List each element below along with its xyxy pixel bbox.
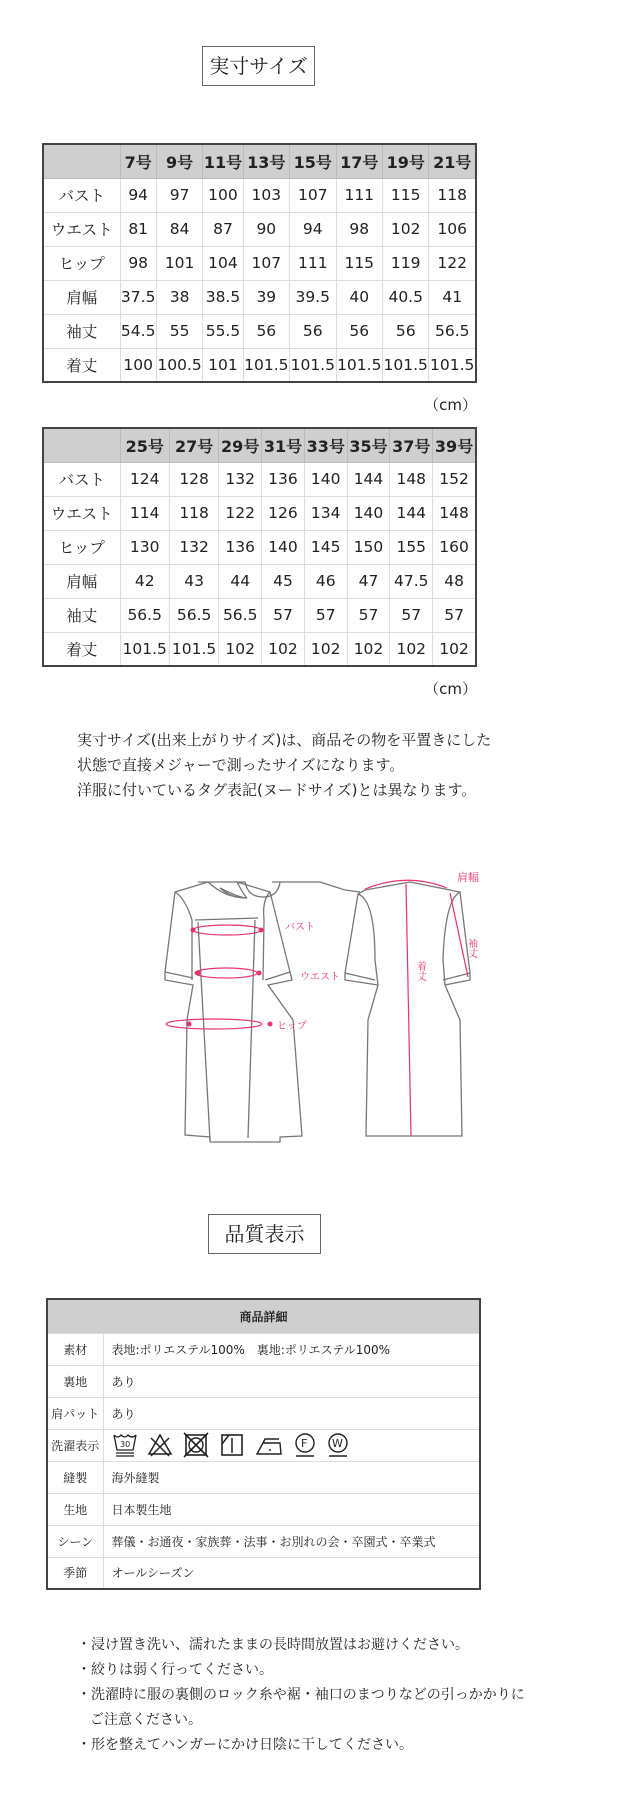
- row-label: 着丈: [43, 632, 120, 666]
- size-value: 56: [336, 314, 382, 348]
- size-value: 40.5: [382, 280, 428, 314]
- size-value: 126: [262, 496, 305, 530]
- hip-label: ヒップ: [277, 1021, 307, 1032]
- size-value: 39: [243, 280, 289, 314]
- size-value: 107: [243, 246, 289, 280]
- size-value: 128: [169, 462, 218, 496]
- size-header: 29号: [219, 428, 262, 462]
- no-bleach-icon: [147, 1432, 173, 1458]
- table-row: [43, 598, 476, 632]
- size-value: 148: [433, 496, 476, 530]
- size-value: 140: [347, 496, 390, 530]
- row-label: ウエスト: [43, 496, 120, 530]
- row-label: 縫製: [47, 1461, 103, 1493]
- size-value: 46: [304, 564, 347, 598]
- row-value: 葬儀・お通夜・家族葬・法事・お別れの会・卒園式・卒業式: [103, 1525, 480, 1557]
- size-value: 45: [262, 564, 305, 598]
- size-value: 42: [120, 564, 169, 598]
- size-header: 13号: [243, 144, 289, 178]
- dress-back-illustration: [345, 882, 470, 1136]
- waist-label: ウエスト: [300, 972, 340, 983]
- size-value: 145: [304, 530, 347, 564]
- table-row: [43, 314, 476, 348]
- row-value: 表地:ポリエステル100% 裏地:ポリエステル100%: [103, 1333, 480, 1365]
- row-label: ウエスト: [43, 212, 120, 246]
- size-value: 100: [203, 178, 243, 212]
- size-value: 136: [262, 462, 305, 496]
- row-label: ヒップ: [43, 530, 120, 564]
- size-value: 43: [169, 564, 218, 598]
- size-header: 25号: [120, 428, 169, 462]
- size-header: 19号: [382, 144, 428, 178]
- size-value: 103: [243, 178, 289, 212]
- dry-clean-f-icon: [293, 1432, 317, 1458]
- size-value: 90: [243, 212, 289, 246]
- size-value: 111: [290, 246, 336, 280]
- table-row: [43, 280, 476, 314]
- size-value: 118: [169, 496, 218, 530]
- size-value: 57: [262, 598, 305, 632]
- size-value: 152: [433, 462, 476, 496]
- row-label: 生地: [47, 1493, 103, 1525]
- note-line: ・形を整えてハンガーにかけ日陰に干してください。: [77, 1737, 413, 1753]
- row-label: 着丈: [43, 348, 120, 382]
- row-label: 肩パット: [47, 1397, 103, 1429]
- table-row: [43, 530, 476, 564]
- size-value: 47.5: [390, 564, 433, 598]
- unit-label: （cm）: [424, 680, 477, 698]
- iron-low-icon: [255, 1432, 283, 1458]
- sleeve-label: 袖丈: [465, 938, 477, 958]
- size-value: 119: [382, 246, 428, 280]
- size-table-1: [42, 143, 477, 383]
- size-value: 87: [203, 212, 243, 246]
- row-label: 袖丈: [43, 598, 120, 632]
- size-value: 97: [156, 178, 202, 212]
- size-header: 15号: [290, 144, 336, 178]
- size-value: 102: [382, 212, 428, 246]
- size-value: 107: [290, 178, 336, 212]
- svg-text:W: W: [332, 1437, 344, 1450]
- size-value: 94: [120, 178, 156, 212]
- table-row: [43, 462, 476, 496]
- row-label: 裏地: [47, 1365, 103, 1397]
- svg-text:30: 30: [119, 1440, 130, 1449]
- size-value: 122: [429, 246, 476, 280]
- size-value: 115: [382, 178, 428, 212]
- size-value: 41: [429, 280, 476, 314]
- size-value: 134: [304, 496, 347, 530]
- size-explanation: [77, 728, 491, 803]
- svg-text:F: F: [300, 1437, 307, 1450]
- table-row: [43, 212, 476, 246]
- line-dry-shade-icon: [219, 1432, 245, 1458]
- row-value: オールシーズン: [103, 1557, 480, 1589]
- note-line: ご注意ください。: [90, 1712, 202, 1728]
- corner-cell: [43, 144, 120, 178]
- size-value: 94: [290, 212, 336, 246]
- size-header: 11号: [203, 144, 243, 178]
- size-value: 144: [390, 496, 433, 530]
- size-value: 115: [336, 246, 382, 280]
- row-label: バスト: [43, 178, 120, 212]
- table-row: [43, 178, 476, 212]
- size-value: 150: [347, 530, 390, 564]
- row-value: あり: [103, 1397, 480, 1429]
- size-value: 54.5: [120, 314, 156, 348]
- size-value: 40: [336, 280, 382, 314]
- note-line: ・洗濯時に服の裏側のロック糸や裾・袖口のまつりなどの引っかかりに: [77, 1687, 525, 1703]
- size-value: 101.5: [336, 348, 382, 382]
- row-label: 肩幅: [43, 280, 120, 314]
- wash-30-gentle-icon: [112, 1432, 138, 1458]
- size-header: 33号: [304, 428, 347, 462]
- size-value: 55.5: [203, 314, 243, 348]
- size-value: 57: [433, 598, 476, 632]
- size-value: 56.5: [169, 598, 218, 632]
- quality-table: [46, 1298, 481, 1590]
- row-label: バスト: [43, 462, 120, 496]
- size-value: 144: [347, 462, 390, 496]
- row-label: 洗濯表示: [47, 1429, 103, 1461]
- table-row: [43, 246, 476, 280]
- quality-table-header: 商品詳細: [47, 1299, 480, 1333]
- size-value: 101.5: [169, 632, 218, 666]
- row-label: 肩幅: [43, 564, 120, 598]
- size-value: 98: [336, 212, 382, 246]
- row-label: ヒップ: [43, 246, 120, 280]
- table-row: [43, 564, 476, 598]
- size-header: 31号: [262, 428, 305, 462]
- size-value: 140: [262, 530, 305, 564]
- table-row: [43, 632, 476, 666]
- row-label: 素材: [47, 1333, 103, 1365]
- size-value: 57: [347, 598, 390, 632]
- size-value: 148: [390, 462, 433, 496]
- size-value: 124: [120, 462, 169, 496]
- size-value: 155: [390, 530, 433, 564]
- size-value: 57: [304, 598, 347, 632]
- size-header: 17号: [336, 144, 382, 178]
- no-tumble-dry-icon: [183, 1432, 209, 1458]
- size-value: 84: [156, 212, 202, 246]
- size-section-title: 実寸サイズ: [202, 46, 315, 86]
- size-value: 160: [433, 530, 476, 564]
- unit-label: （cm）: [424, 396, 477, 414]
- size-value: 38: [156, 280, 202, 314]
- size-value: 118: [429, 178, 476, 212]
- size-value: 101.5: [243, 348, 289, 382]
- row-value: あり: [103, 1365, 480, 1397]
- size-value: 57: [390, 598, 433, 632]
- row-value: 日本製生地: [103, 1493, 480, 1525]
- size-value: 101.5: [290, 348, 336, 382]
- size-value: 132: [169, 530, 218, 564]
- size-value: 101: [203, 348, 243, 382]
- size-header: 35号: [347, 428, 390, 462]
- row-label: シーン: [47, 1525, 103, 1557]
- size-header: 37号: [390, 428, 433, 462]
- note-line: ・浸け置き洗い、濡れたままの長時間放置はお避けください。: [77, 1637, 469, 1653]
- size-value: 39.5: [290, 280, 336, 314]
- measure-lines: [166, 880, 468, 1136]
- size-header: 7号: [120, 144, 156, 178]
- care-notes: [77, 1633, 525, 1758]
- care-icons: [103, 1429, 480, 1461]
- size-value: 44: [219, 564, 262, 598]
- size-value: 56.5: [219, 598, 262, 632]
- wet-clean-w-icon: [326, 1432, 350, 1458]
- size-value: 102: [304, 632, 347, 666]
- row-label: 袖丈: [43, 314, 120, 348]
- measure-labels: [277, 870, 479, 1032]
- size-value: 100: [120, 348, 156, 382]
- measurement-diagram: [130, 820, 510, 1180]
- size-value: 101.5: [382, 348, 428, 382]
- size-value: 104: [203, 246, 243, 280]
- row-label: 季節: [47, 1557, 103, 1589]
- size-value: 101: [156, 246, 202, 280]
- size-value: 48: [433, 564, 476, 598]
- size-header: 9号: [156, 144, 202, 178]
- size-value: 37.5: [120, 280, 156, 314]
- explanation-line: 実寸サイズ(出来上がりサイズ)は、商品その物を平置きにした: [77, 731, 492, 749]
- length-label: 着丈: [414, 961, 426, 981]
- size-value: 56: [290, 314, 336, 348]
- size-value: 114: [120, 496, 169, 530]
- explanation-line: 洋服に付いているタグ表記(ヌードサイズ)とは異なります。: [77, 781, 477, 799]
- dress-front-illustration: [165, 882, 360, 1142]
- size-value: 47: [347, 564, 390, 598]
- size-value: 132: [219, 462, 262, 496]
- corner-cell: [43, 428, 120, 462]
- note-line: ・絞りは弱く行ってください。: [77, 1662, 273, 1678]
- size-value: 56.5: [429, 314, 476, 348]
- size-value: 102: [219, 632, 262, 666]
- size-value: 122: [219, 496, 262, 530]
- quality-section-title: 品質表示: [208, 1214, 321, 1254]
- size-value: 102: [433, 632, 476, 666]
- row-value: 海外縫製: [103, 1461, 480, 1493]
- size-value: 98: [120, 246, 156, 280]
- bust-label: バスト: [285, 922, 315, 933]
- size-value: 102: [347, 632, 390, 666]
- size-value: 101.5: [429, 348, 476, 382]
- size-value: 56: [243, 314, 289, 348]
- size-value: 55: [156, 314, 202, 348]
- explanation-line: 状態で直接メジャーで測ったサイズになります。: [77, 756, 405, 774]
- table-row: [43, 348, 476, 382]
- size-value: 102: [262, 632, 305, 666]
- size-header: 21号: [429, 144, 476, 178]
- size-value: 111: [336, 178, 382, 212]
- size-header: 39号: [433, 428, 476, 462]
- size-value: 38.5: [203, 280, 243, 314]
- table-row: [43, 496, 476, 530]
- size-header: 27号: [169, 428, 218, 462]
- shoulder-label: 肩幅: [457, 871, 479, 884]
- size-value: 56: [382, 314, 428, 348]
- size-value: 81: [120, 212, 156, 246]
- size-value: 140: [304, 462, 347, 496]
- size-table-2: [42, 427, 477, 667]
- size-value: 102: [390, 632, 433, 666]
- size-value: 136: [219, 530, 262, 564]
- size-value: 130: [120, 530, 169, 564]
- size-value: 100.5: [156, 348, 202, 382]
- size-value: 101.5: [120, 632, 169, 666]
- size-value: 106: [429, 212, 476, 246]
- size-value: 56.5: [120, 598, 169, 632]
